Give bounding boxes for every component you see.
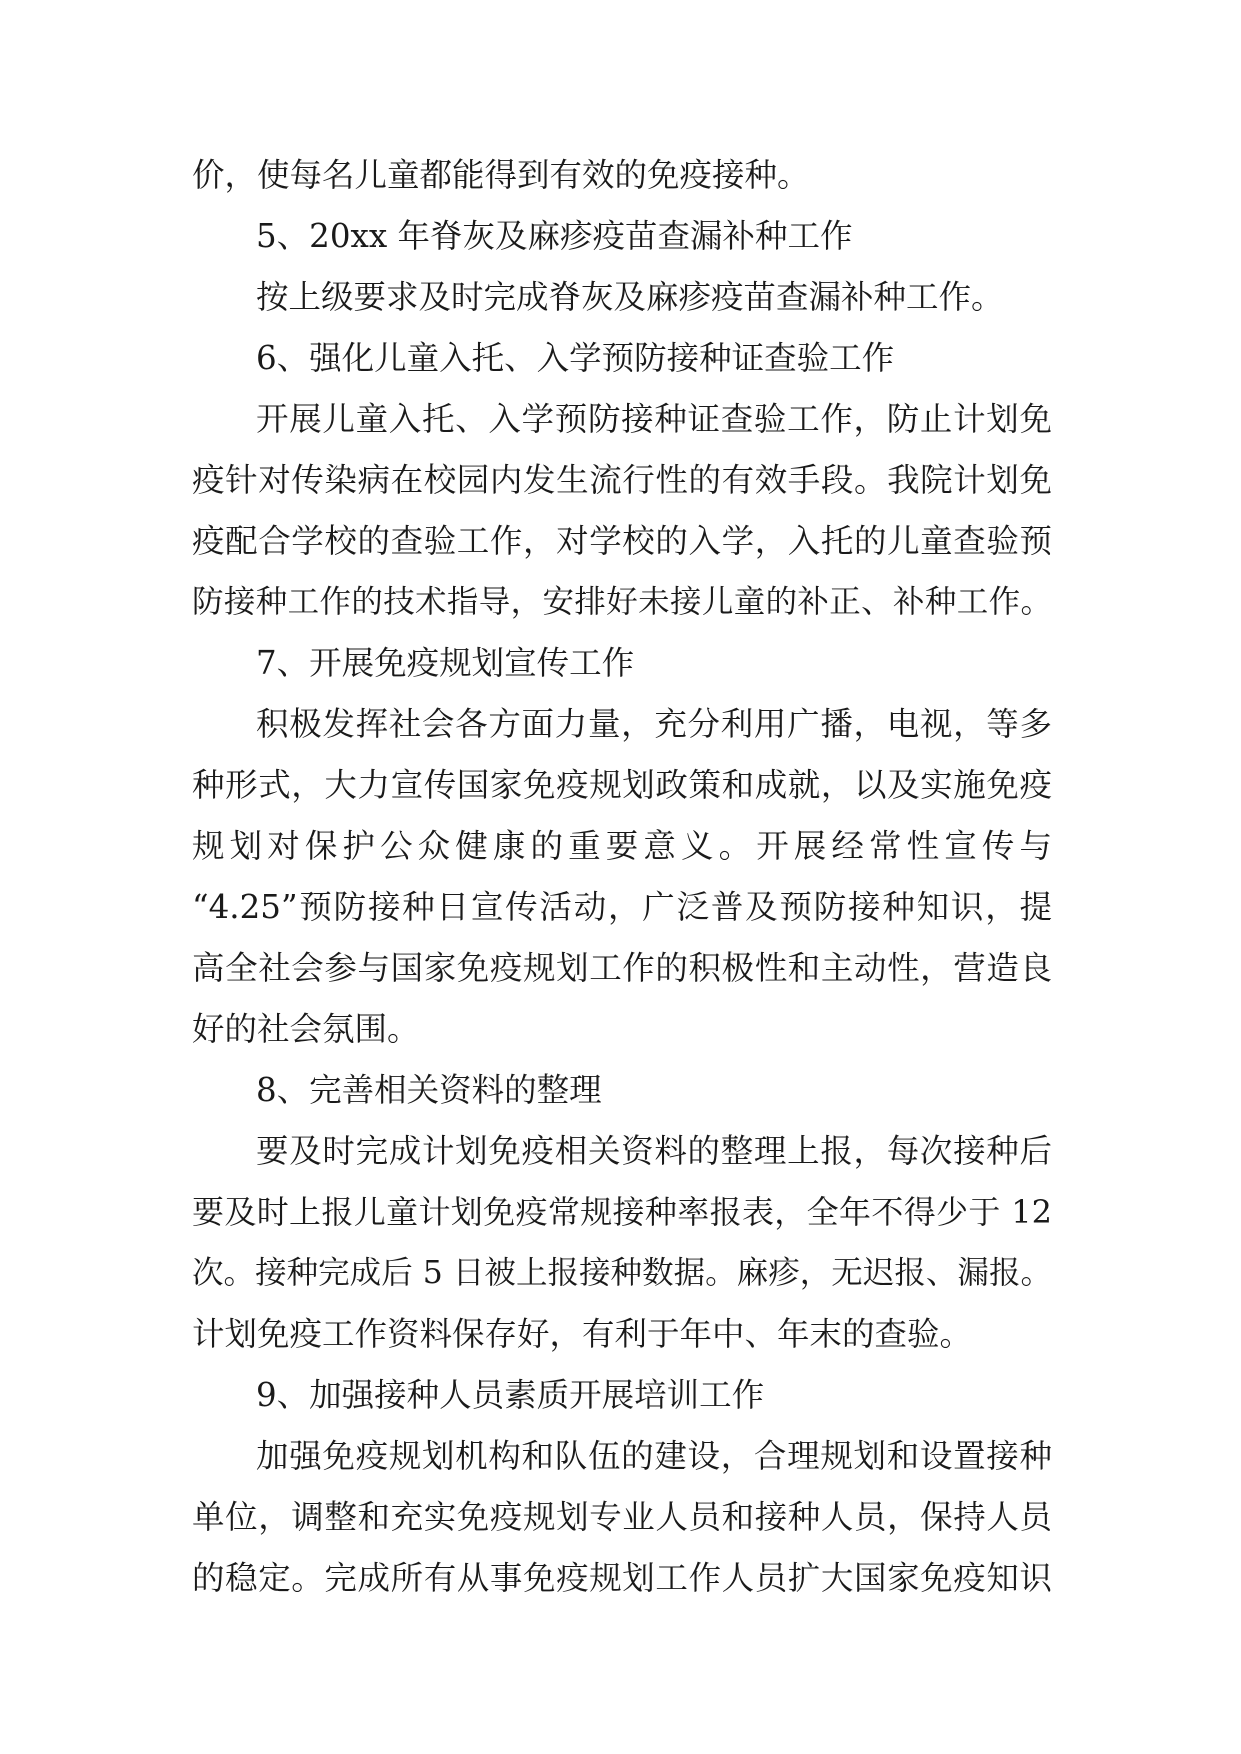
body-text-line: “4.25”预防接种日宣传活动，广泛普及预防接种知识，提 bbox=[192, 888, 1052, 926]
section-heading-8: 8、完善相关资料的整理 bbox=[256, 1071, 602, 1109]
body-text-line: 疫针对传染病在校园内发生流行性的有效手段。我院计划免 bbox=[192, 461, 1052, 499]
body-text-line: 高全社会参与国家免疫规划工作的积极性和主动性，营造良 bbox=[192, 949, 1052, 987]
body-text-line: 疫配合学校的查验工作，对学校的入学，入托的儿童查验预 bbox=[192, 522, 1052, 560]
body-text-line: 单位，调整和充实免疫规划专业人员和接种人员，保持人员 bbox=[192, 1498, 1052, 1536]
body-text-line: 的稳定。完成所有从事免疫规划工作人员扩大国家免疫知识 bbox=[192, 1559, 1052, 1597]
section-heading-5: 5、20xx 年脊灰及麻疹疫苗查漏补种工作 bbox=[256, 217, 853, 255]
body-text-line: 要及时上报儿童计划免疫常规接种率报表，全年不得少于 12 bbox=[192, 1193, 1052, 1231]
body-text-line: 好的社会氛围。 bbox=[192, 1010, 420, 1048]
body-text-line: 加强免疫规划机构和队伍的建设，合理规划和设置接种 bbox=[256, 1437, 1052, 1475]
body-text-line: 次。接种完成后 5 日被上报接种数据。麻疹，无迟报、漏报。 bbox=[192, 1255, 1052, 1291]
body-text-line: 防接种工作的技术指导，安排好未接儿童的补正、补种工作。 bbox=[192, 584, 1052, 620]
body-text-line: 按上级要求及时完成脊灰及麻疹疫苗查漏补种工作。 bbox=[256, 278, 1004, 316]
section-heading-7: 7、开展免疫规划宣传工作 bbox=[256, 644, 635, 682]
body-text-line: 要及时完成计划免疫相关资料的整理上报，每次接种后 bbox=[256, 1132, 1052, 1170]
section-heading-6: 6、强化儿童入托、入学预防接种证查验工作 bbox=[256, 339, 895, 377]
body-text-line: 规划对保护公众健康的重要意义。开展经常性宣传与 bbox=[192, 827, 1052, 865]
body-text-line: 积极发挥社会各方面力量，充分利用广播，电视，等多 bbox=[256, 705, 1052, 743]
body-text-line: 计划免疫工作资料保存好，有利于年中、年末的查验。 bbox=[192, 1315, 973, 1353]
section-heading-9: 9、加强接种人员素质开展培训工作 bbox=[256, 1376, 765, 1414]
body-text-line: 开展儿童入托、入学预防接种证查验工作，防止计划免 bbox=[256, 400, 1052, 438]
body-text-line: 价，使每名儿童都能得到有效的免疫接种。 bbox=[192, 156, 810, 194]
body-text-line: 种形式，大力宣传国家免疫规划政策和成就，以及实施免疫 bbox=[192, 766, 1052, 804]
